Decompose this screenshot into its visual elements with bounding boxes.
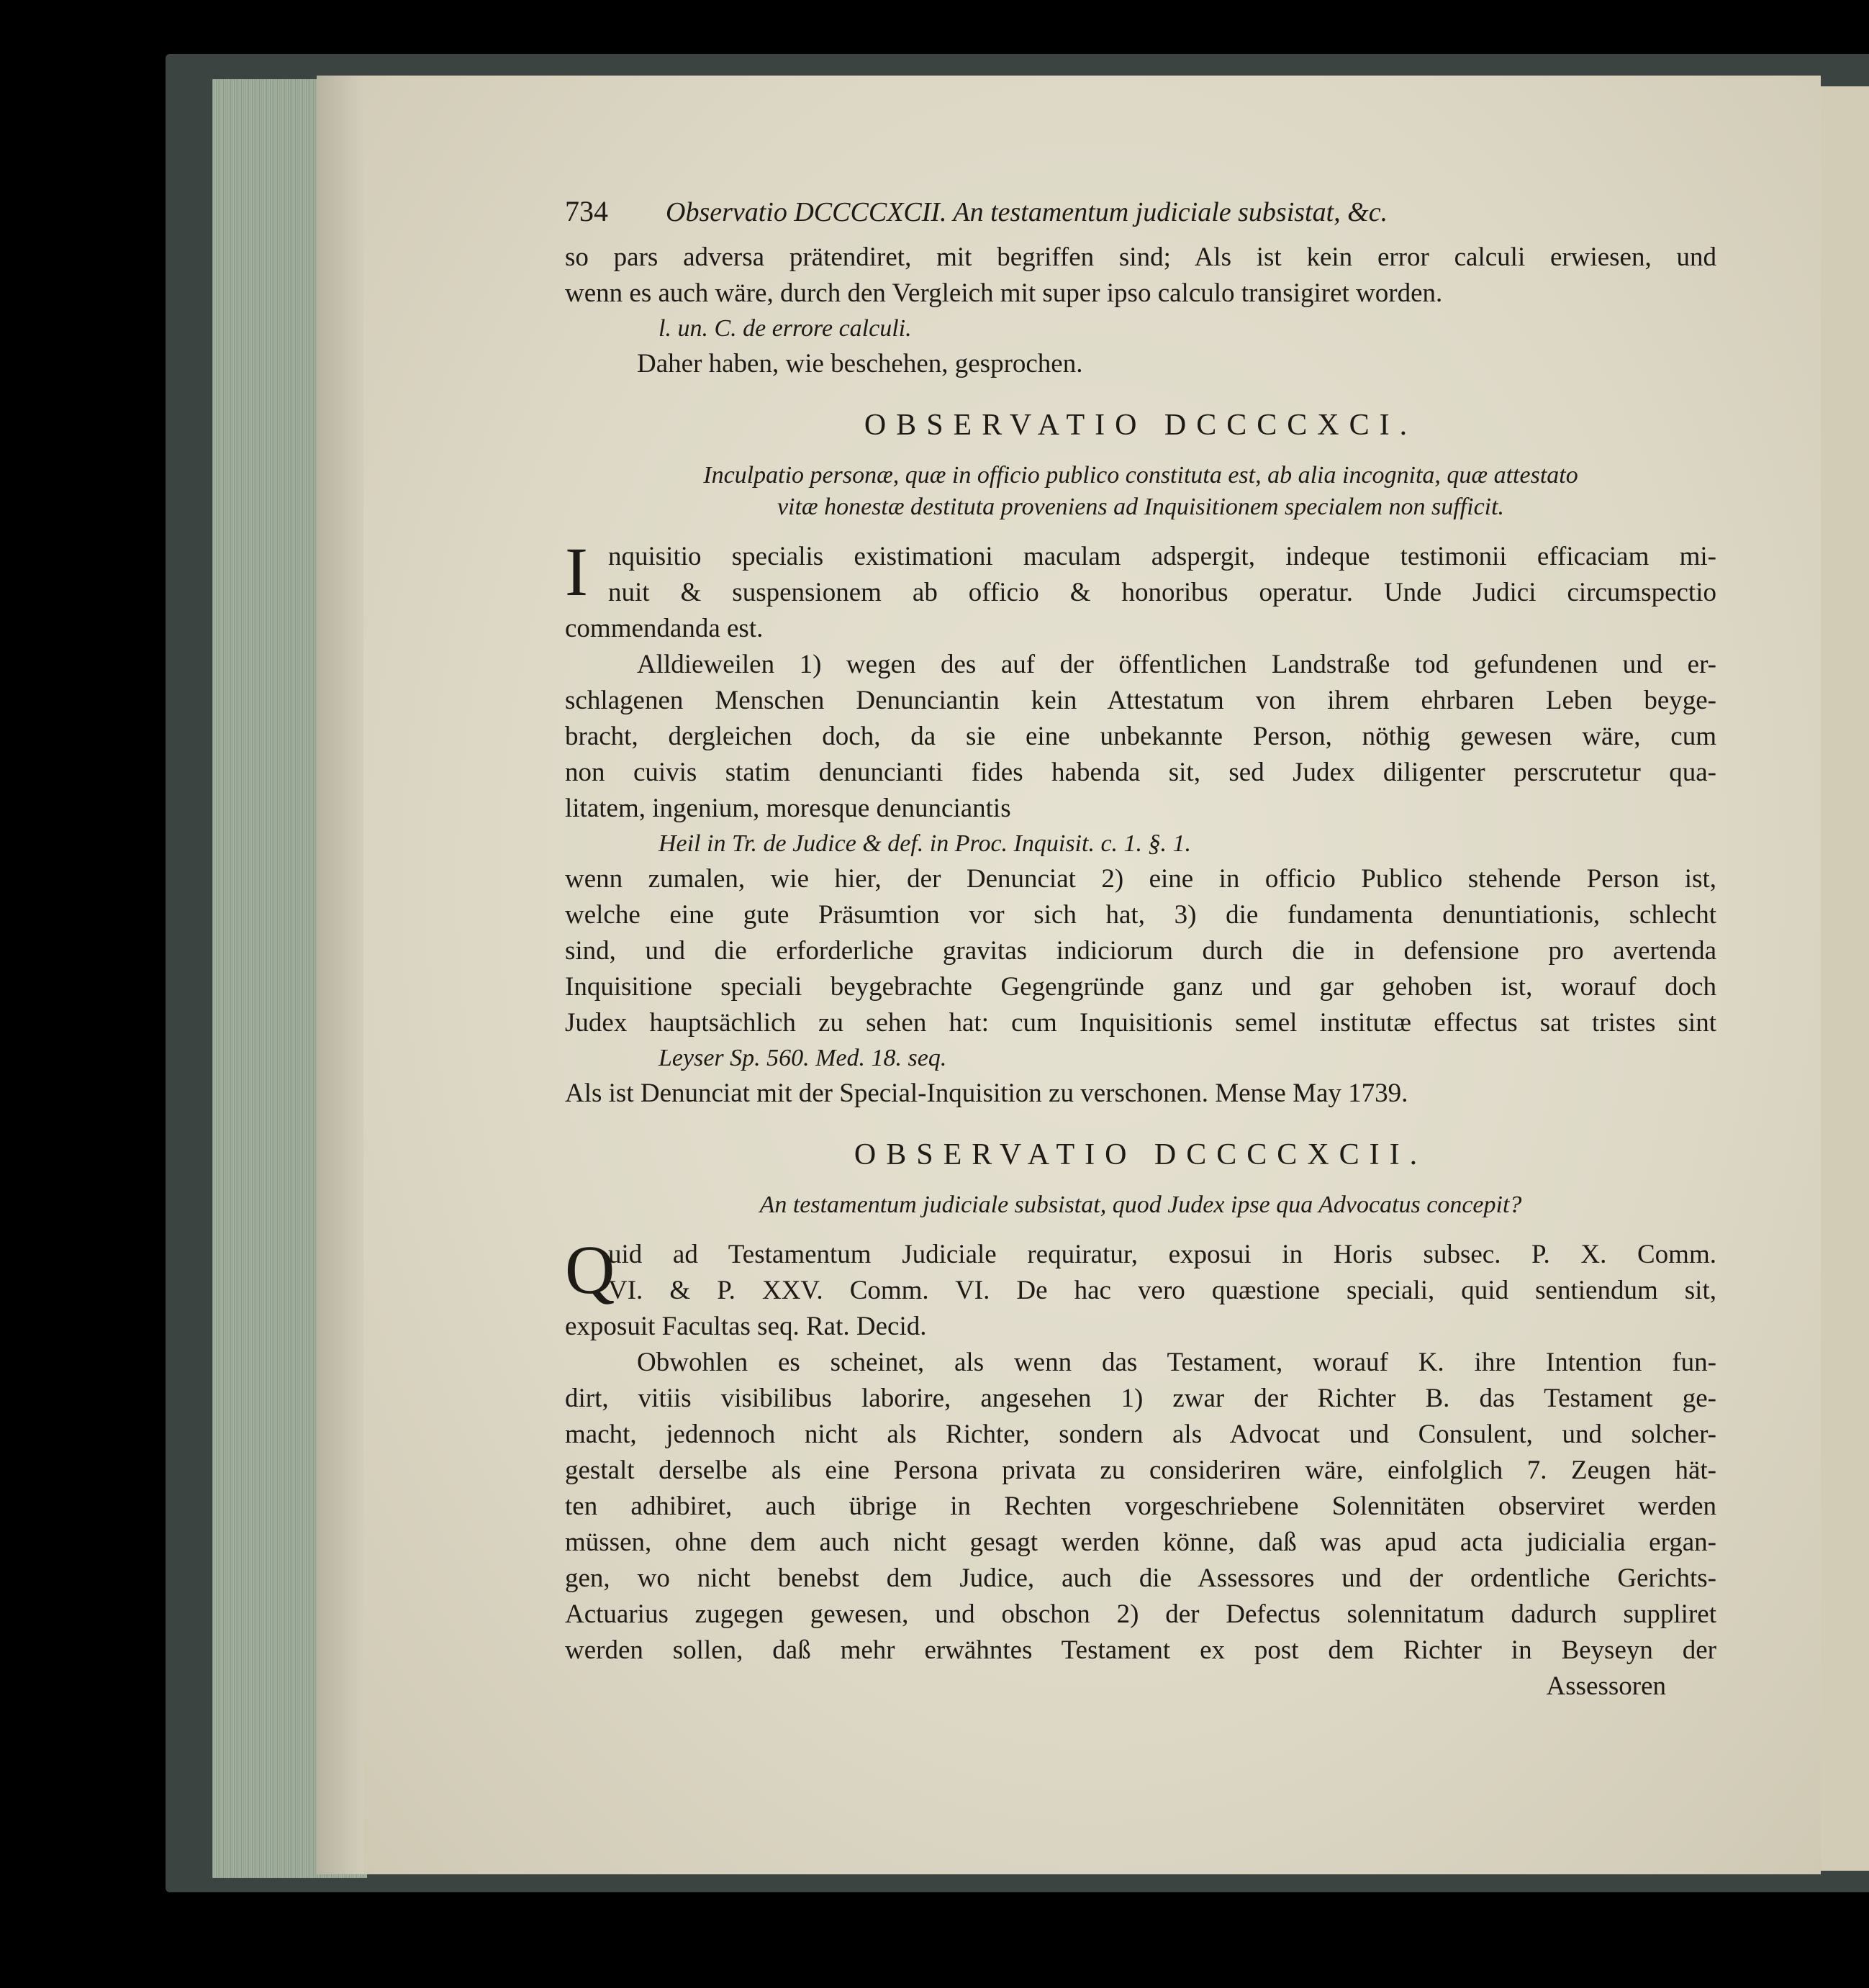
text-line: VI. & P. XXV. Comm. VI. De hac vero quæstione speciali, quid sentiendum sit, (608, 1276, 1716, 1305)
summary-line: Inculpatio personæ, quæ in officio publico constituta est, ab alia incognita, quæ attestato (703, 462, 1578, 489)
citation: Leyser Sp. 560. Med. 18. seq. (659, 1045, 947, 1071)
drop-cap: I (565, 533, 588, 610)
text-line: Inquisitione speciali beygebrachte Gegengründe ganz und gar gehoben ist, worauf doch (565, 972, 1716, 1002)
closing-line: Daher haben, wie beschehen, gesprochen. (637, 349, 1083, 378)
text-line: wenn es auch wäre, durch den Vergleich mit super ipso calculo transigiret worden. (565, 278, 1443, 308)
text-line: wenn zumalen, wie hier, der Denunciat 2) eine in officio Publico stehende Person ist, (565, 864, 1716, 894)
page-text (565, 194, 1716, 1705)
opening-paragraph (565, 240, 1716, 382)
summary-line: vitæ honestæ destituta proveniens ad Inquisitionem specialem non sufficit. (777, 494, 1505, 520)
paragraph (565, 533, 1716, 647)
text-line: commendanda est. (565, 614, 764, 643)
text-line: macht, jedennoch nicht als Richter, sondern als Advocat und Consulent, und solcher- (565, 1420, 1716, 1449)
citation: l. un. C. de errore calculi. (659, 315, 912, 342)
text-line: dirt, vitiis visibilibus laborire, angesehen 1) zwar der Richter B. das Testament ge- (565, 1384, 1716, 1413)
text-line: nquisitio specialis existimationi maculam adspergit, indeque testimonii efficaciam mi- (608, 542, 1716, 571)
text-line: bracht, dergleichen doch, da sie eine unbekannte Person, nöthig gewesen wäre, cum (565, 722, 1716, 751)
citation: Heil in Tr. de Judice & def. in Proc. Inquisit. c. 1. §. 1. (659, 830, 1192, 857)
drop-cap: Q (565, 1231, 615, 1308)
text-line: gen, wo nicht benebst dem Judice, auch die Assessores und der ordentliche Gerichts- (565, 1563, 1716, 1593)
text-line: Obwohlen es scheinet, als wenn das Testament, worauf K. ihre Intention fun- (637, 1348, 1716, 1377)
conclusion-line: Als ist Denunciat mit der Special-Inquisition zu verschonen. Mense May 1739. (565, 1079, 1408, 1108)
observation-summary (565, 460, 1716, 523)
text-line: so pars adversa prätendiret, mit begriffen sind; Als ist kein error calculi erwiesen, und (565, 242, 1716, 272)
text-line: uid ad Testamentum Judiciale requiratur, exposui in Horis subsec. P. X. Comm. (608, 1240, 1716, 1269)
text-line: Actuarius zugegen gewesen, und obschon 2) der Defectus solennitatum dadurch suppliret (565, 1599, 1716, 1629)
running-head: Observatio DCCCCXCII. An testamentum judiciale subsistat, &c. (666, 197, 1388, 227)
text-line: non cuivis statim denuncianti fides habenda sit, sed Judex diligenter perscrutetur qua- (565, 758, 1716, 787)
paragraph (565, 647, 1716, 1112)
text-line: Alldieweilen 1) wegen des auf der öffentlichen Landstraße tod gefundenen und er- (637, 650, 1716, 679)
text-line: werden sollen, daß mehr erwähntes Testament ex post dem Richter in Beyseyn der (565, 1635, 1716, 1665)
paragraph (565, 1231, 1716, 1345)
text-line: Judex hauptsächlich zu sehen hat: cum Inquisitionis semel institutæ effectus sat tristes sint (565, 1008, 1716, 1038)
page-header (565, 194, 1716, 228)
text-line: ten adhibiret, auch übrige in Rechten vorgeschriebene Solennitäten observiret werden (565, 1492, 1716, 1521)
text-line: schlagenen Menschen Denunciantin kein Attestatum von ihrem ehrbaren Leben beyge- (565, 686, 1716, 715)
text-line: müssen, ohne dem auch nicht gesagt werden könne, daß was apud acta judicialia ergan- (565, 1528, 1716, 1557)
text-line: nuit & suspensionem ab officio & honoribus operatur. Unde Judici circumspectio (608, 578, 1716, 607)
text-line: gestalt derselbe als eine Persona privata zu consideriren wäre, einfolglich 7. Zeugen hät- (565, 1456, 1716, 1485)
observation-heading: OBSERVATIO DCCCCXCII. (854, 1138, 1428, 1171)
catchword: Assessoren (1546, 1671, 1666, 1701)
page-number: 734 (565, 195, 608, 227)
paragraph (565, 1345, 1716, 1669)
observation-heading: OBSERVATIO DCCCCXCI. (864, 409, 1418, 442)
text-line: sind, und die erforderliche gravitas indiciorum durch die in defensione pro avertenda (565, 936, 1716, 966)
text-line: exposuit Facultas seq. Rat. Decid. (565, 1312, 927, 1341)
facing-page-edge (1821, 86, 1869, 1871)
text-line: litatem, ingenium, moresque denunciantis (565, 794, 1011, 823)
text-line: welche eine gute Präsumtion vor sich hat, 3) die fundamenta denuntiationis, schlecht (565, 900, 1716, 930)
observation-summary (565, 1189, 1716, 1221)
summary-line: An testamentum judiciale subsistat, quod Judex ipse qua Advocatus concepit? (759, 1192, 1522, 1218)
